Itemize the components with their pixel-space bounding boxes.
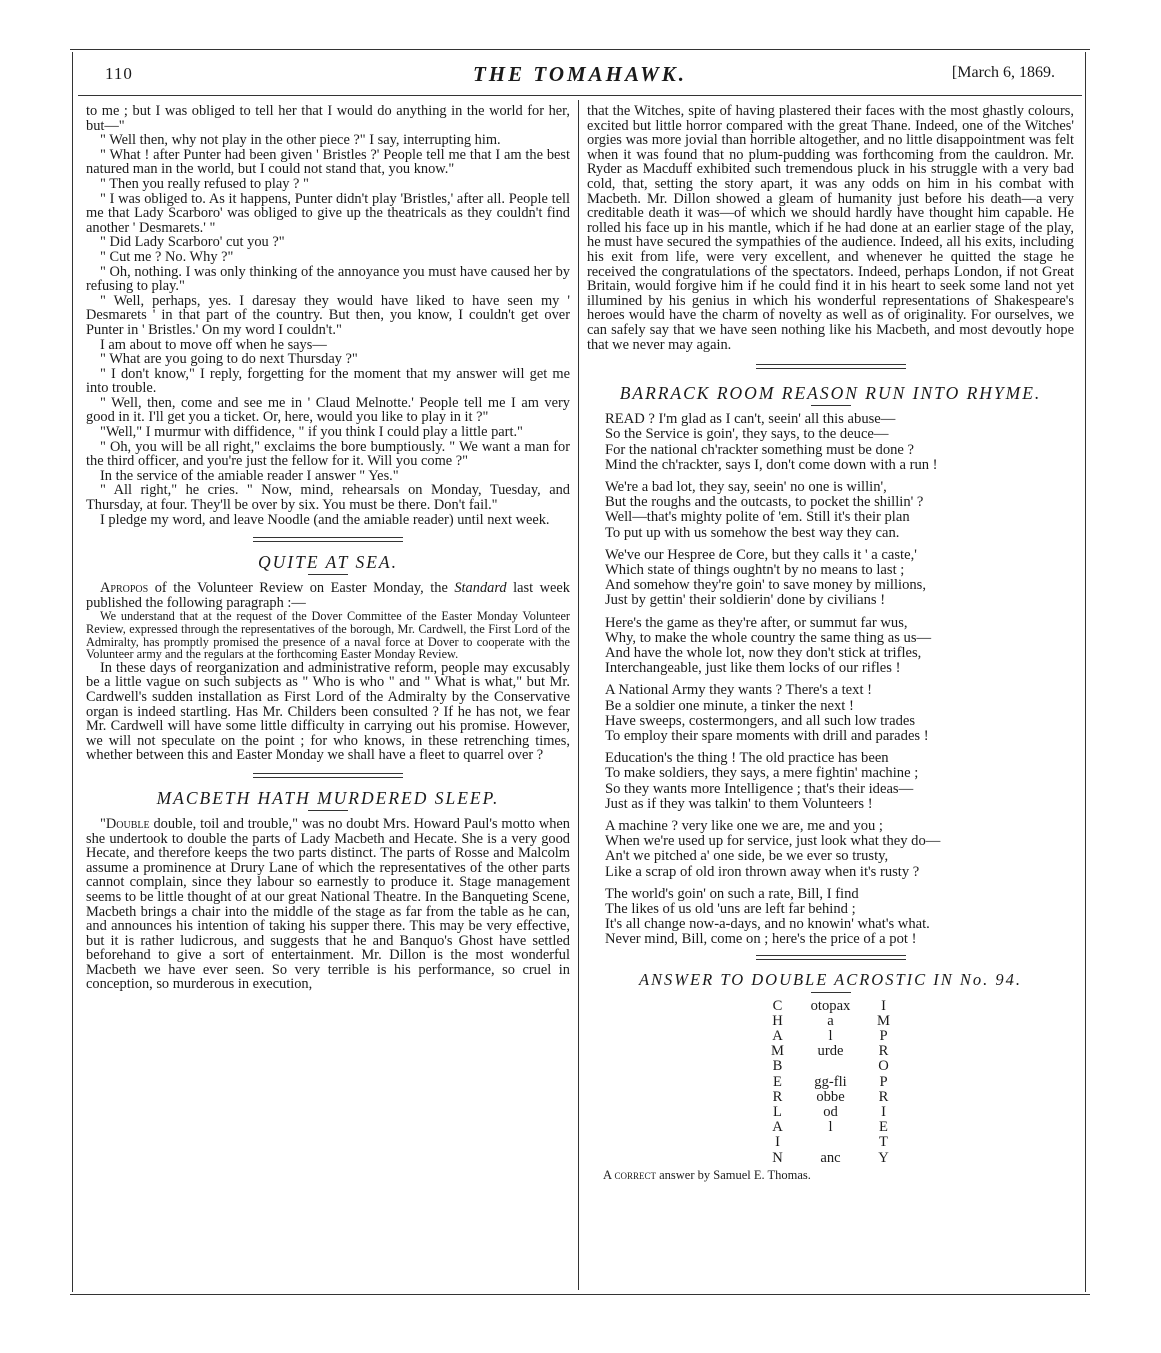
- section-divider: [756, 955, 906, 960]
- noodle-continuation: [86, 104, 570, 527]
- paragraph: " What are you going to do next Thursday ?": [100, 351, 358, 368]
- poem-line: When we're used up for service, just look what they do—: [605, 833, 941, 850]
- acrostic-initial: C: [772, 997, 783, 1014]
- poem-line: Be a soldier one minute, a tinker the next !: [605, 697, 854, 714]
- poem-line: The world's goin' on such a rate, Bill, I find: [605, 885, 859, 902]
- poem-line: A National Army they wants ? There's a text !: [605, 682, 873, 699]
- intro-lead: Apropos: [100, 580, 149, 597]
- paragraph: " I don't know," I reply, forgetting for the moment that my answer will get me into trouble.: [86, 365, 570, 397]
- acrostic-final: P: [879, 1073, 888, 1090]
- left-column: [86, 104, 570, 992]
- acrostic-final: R: [878, 1043, 889, 1060]
- acrostic-final: R: [878, 1088, 889, 1105]
- heading-rule: [308, 574, 348, 575]
- poem-line: Which state of things oughtn't by no means to last ;: [605, 561, 905, 578]
- acrostic-initial: I: [775, 1134, 780, 1151]
- poem-line: So they wants more Intelligence ; that's their ideas—: [605, 780, 914, 797]
- page-number: 110: [105, 64, 133, 83]
- acrostic-middle: obbe: [816, 1088, 845, 1105]
- section-divider: [253, 537, 403, 542]
- poem-line: We've our Hespree de Core, but they calls it ' a caste,': [605, 546, 917, 563]
- top-rule: [70, 49, 1090, 50]
- acrostic-initial: N: [772, 1149, 783, 1166]
- credit-lead: A correct: [603, 1167, 656, 1182]
- paragraph: to me ; but I was obliged to tell her that I would do anything in the world for her, but—": [86, 103, 570, 134]
- acrostic-table: [771, 999, 891, 1166]
- acrostic-middle: od: [823, 1104, 838, 1121]
- poem-line: Just as if they was talkin' to them Volunteers !: [605, 795, 873, 812]
- acrostic-initial: M: [771, 1043, 784, 1060]
- intro-text: last week published the following paragraph :—: [86, 580, 570, 611]
- bottom-rule: [70, 1294, 1090, 1295]
- acrostic-middle: gg-fli: [814, 1073, 847, 1090]
- barrack-heading: BARRACK ROOM REASON RUN INTO RHYME.: [619, 383, 1042, 404]
- acrostic-row: [771, 1014, 891, 1029]
- poem-line: So the Service is goin', they says, to the deuce—: [605, 426, 889, 443]
- poem-line: An't we pitched a' one side, be we ever so trusty,: [605, 848, 889, 865]
- acrostic-final: Y: [878, 1149, 889, 1166]
- acrostic-initial: B: [772, 1058, 783, 1075]
- left-border: [72, 52, 73, 1292]
- paragraph: " Did Lady Scarboro' cut you ?": [100, 234, 285, 251]
- poem-stanza: [605, 480, 1074, 541]
- paragraph: " Cut me ? No. Why ?": [100, 248, 234, 265]
- poem-stanza: [605, 616, 1074, 677]
- acrostic-middle: l: [828, 1028, 833, 1044]
- macbeth-continuation: that the Witches, spite of having plastered their faces with the most ghastly colours, excited but little horror compared with the great Thane. Indeed, one of the Witches' orgies was more jovial than horrible altogether, and no little disappointment was felt when it was found that no plum-pudding was forthcoming from the cauldron. Mr. Ryder as Macduff exhibited such tremendous pluck in his struggle with a very bad cold, that, setting the story apart, it was any odds on him in his combat with Macbeth. Mr. Dillon showed a gleam of humanity just before his death—a very creditable death it was—of which we should hardly have thought him capable. He rolled his face up in his mantle, which if he had done at an earlier stage of the play, he must have secured the sympathies of the audience. Indeed, all his exits, including his exit from life, were very excellent, and whenever he quitted the stage he received the congratulations of the spectators. Indeed, perhaps London, if not Great Britain, would forgive him if he could find it in his heart to seek some land not yet illumined by his genius in which his wonderful representations of Shakespeare's heroes would have the charm of novelty as well as of originality. For ourselves, we can safely say that we have seen nothing like his Macbeth, and most devoutly hope that we never may again.: [587, 103, 1074, 353]
- heading-rule: [811, 992, 851, 993]
- poem-stanza: [605, 751, 1074, 812]
- acrostic-row: [771, 1059, 891, 1074]
- poem-line: But the roughs and the outcasts, to pocket the shillin' ?: [605, 494, 924, 511]
- acrostic-row: [771, 1090, 891, 1105]
- macbeth-lead: "Double: [100, 815, 150, 832]
- quite-at-sea-intro: [86, 581, 570, 610]
- poem-stanza: [605, 548, 1074, 609]
- poem-line: And have the whole lot, now they don't stick at trifles,: [605, 644, 922, 661]
- heading-rule: [308, 810, 348, 811]
- acrostic-middle: anc: [820, 1149, 841, 1166]
- acrostic-middle: a: [827, 1012, 834, 1029]
- macbeth-heading: MACBETH HATH MURDERED SLEEP.: [156, 787, 500, 808]
- paragraph: In the service of the amiable reader I answer " Yes.": [100, 467, 399, 484]
- poem-stanza: [605, 683, 1074, 744]
- acrostic-row: [771, 1075, 891, 1090]
- page-header: [105, 62, 1055, 88]
- acrostic-final: P: [879, 1028, 888, 1044]
- poem-line: Interchangeable, just like them locks of our rifles !: [605, 660, 901, 677]
- poem-line: It's all change now-a-days, and no knowin' what's what.: [605, 916, 930, 933]
- header-rule: [78, 95, 1082, 96]
- paragraph: " Oh, you will be all right," exclaims the bore bumptiously. " We want a man for the third officer, and you're just the fellow for it. Will you come ?": [86, 438, 570, 470]
- poem-line: And somehow they're goin' to save money by millions,: [605, 577, 927, 594]
- acrostic-initial: L: [773, 1104, 782, 1121]
- intro-italic: Standard: [454, 580, 507, 597]
- poem-line: Have sweeps, costermongers, and all such low trades: [605, 712, 916, 729]
- right-column: [587, 104, 1074, 1182]
- column-divider: [578, 100, 579, 1290]
- paragraph: " Oh, nothing. I was only thinking of the annoyance you must have caused her by refusing to play.": [86, 263, 570, 295]
- poem-stanza: [605, 887, 1074, 948]
- poem-line: We're a bad lot, they say, seein' no one is willin',: [605, 478, 887, 495]
- poem-line: To employ their spare moments with drill and parades !: [605, 727, 929, 744]
- acrostic-final: T: [879, 1134, 888, 1151]
- acrostic-final: I: [881, 997, 886, 1014]
- paragraph: I pledge my word, and leave Noodle (and the amiable reader) until next week.: [100, 511, 550, 528]
- poem-line: To make soldiers, they says, a mere fightin' machine ;: [605, 765, 919, 782]
- acrostic-row: [771, 1029, 891, 1044]
- poem-line: Just by gettin' their soldierin' done by civilians !: [605, 592, 886, 609]
- acrostic-heading: ANSWER TO DOUBLE ACROSTIC IN No. 94.: [638, 969, 1023, 989]
- acrostic-middle: l: [828, 1119, 833, 1136]
- macbeth-body: [86, 817, 570, 992]
- acrostic-middle: [785, 1059, 877, 1074]
- publication-title: THE TOMAHAWK.: [472, 62, 688, 86]
- acrostic-middle: [785, 1135, 877, 1150]
- poem-line: Education's the thing ! The old practice has been: [605, 750, 889, 767]
- acrostic-row: [771, 1151, 891, 1166]
- issue-date: [March 6, 1869.: [951, 64, 1055, 81]
- section-divider: [253, 773, 403, 778]
- poem-line: Like a scrap of old iron thrown away when it's rusty ?: [605, 863, 920, 880]
- poem-line: Why, to make the whole country the same thing as us—: [605, 629, 932, 646]
- acrostic-row: [771, 1044, 891, 1059]
- section-divider: [756, 364, 906, 369]
- poem-stanza: [605, 412, 1074, 473]
- poem-line: For the national ch'rackter something must be done ?: [605, 441, 915, 458]
- acrostic-row: [771, 1120, 891, 1135]
- paragraph: " Well then, why not play in the other piece ?" I say, interrupting him.: [100, 132, 501, 149]
- credit-text: answer by Samuel E. Thomas.: [655, 1167, 811, 1182]
- quite-at-sea-heading: QUITE AT SEA.: [258, 552, 398, 573]
- poem: [587, 412, 1074, 948]
- paragraph: " All right," he cries. " Now, mind, rehearsals on Monday, Tuesday, and Thursday, at four. They'll be over by six. You must be there. Don't fail.": [86, 482, 570, 514]
- acrostic-final: E: [879, 1119, 888, 1136]
- acrostic-initial: R: [772, 1088, 783, 1105]
- paragraph: " Well, perhaps, yes. I daresay they would have liked to have seen my ' Desmarets ' in that part of the country. But then, you know, I couldn't get over Punter in ' Bristles.' On my word I couldn't.": [86, 292, 570, 338]
- poem-line: READ ? I'm glad as I can't, seein' all this abuse—: [605, 411, 896, 428]
- acrostic-credit: [587, 1168, 1074, 1183]
- paragraph: " What ! after Punter had been given ' Bristles ?' People tell me that I am the best natured man in the world, but I could not stand that, you know.": [86, 146, 570, 178]
- acrostic-final: M: [877, 1012, 890, 1029]
- acrostic-initial: A: [772, 1119, 783, 1136]
- poem-stanza: [605, 819, 1074, 880]
- heading-rule: [811, 405, 851, 406]
- acrostic-middle: otopax: [810, 997, 851, 1014]
- poem-line: Mind the ch'rackter, says I, don't come down with a run !: [605, 456, 938, 473]
- acrostic-row: [771, 999, 891, 1014]
- poem-line: To put up with us somehow the best way they can.: [605, 524, 900, 541]
- macbeth-text: double, toil and trouble," was no doubt Mrs. Howard Paul's motto when she undertook to double the parts of Lady Macbeth and Hecate. She is a very good Hecate, and therefore keeps the two parts distinct. The parts of Rosse and Malcolm assume a prominence at Drury Lane of which the representatives of the other parts cannot complain, since they labour so earnestly to produce it. Stage management seems to be little thought of at our great National Theatre. In the Banqueting Scene, Macbeth brings a chair into the middle of the stage as far from the table as he can, and announces his intention of taking his supper there. This may be very effective, but it is rather ludicrous, and suggests that he and Banquo's Ghost have settled beforehand to give a sort of entertainment. Mr. Dillon is the most wonderful Macbeth we have ever seen. So very terrible is his performance, so cruel in conception, so murderous in execution,: [86, 815, 570, 993]
- paragraph: " Well, then, come and see me in ' Claud Melnotte.' People tell me I am very good in it. I'll get you a ticket. Or, here, would you like to play in it ?": [86, 394, 570, 426]
- paragraph: " I was obliged to. As it happens, Punter didn't play 'Bristles,' after all. People tell me that Lady Scarboro' was obliged to give up the theatricals as they couldn't find another ' Desmarets.' ": [86, 190, 570, 236]
- right-border: [1085, 52, 1086, 1292]
- quite-at-sea-body: In these days of reorganization and administrative reform, people may excusably be a little vague on such subjects as " Who is who " and " What is what," but Mr. Cardwell's sudden installation as First Lord of the Admiralty by the Conservative organ is indeed startling. Has Mr. Childers been consulted ? If he has not, we fear Mr. Cardwell will have some little difficulty in carrying out his promise. However, we will not speculate on the point ; for who knows, in these retrenching times, whether between this and Easter Monday we shall have a fleet to quarrel over ?: [86, 659, 570, 764]
- acrostic-final: I: [881, 1104, 886, 1121]
- acrostic-initial: H: [772, 1012, 783, 1029]
- acrostic-middle: urde: [817, 1043, 844, 1060]
- poem-line: Well—that's mighty polite of 'em. Still it's their plan: [605, 509, 910, 526]
- poem-line: The likes of us old 'uns are left far behind ;: [605, 900, 856, 917]
- paragraph: "Well," I murmur with diffidence, " if you think I could play a little part.": [100, 424, 523, 441]
- acrostic-final: O: [878, 1058, 889, 1075]
- poem-line: A machine ? very like one we are, me and you ;: [605, 817, 883, 834]
- acrostic-initial: A: [772, 1028, 783, 1044]
- paragraph: I am about to move off when he says—: [100, 336, 327, 353]
- poem-line: Never mind, Bill, come on ; here's the price of a pot !: [605, 931, 917, 948]
- intro-text: of the Volunteer Review on Easter Monday, the: [148, 580, 455, 597]
- quoted-paragraph: We understand that at the request of the Dover Committee of the Easter Monday Volunteer Review, expressed through the representatives of the borough, Mr. Cardwell, the First Lord of the Admiralty, has promptly promised the presence of a naval force at Dover to cooperate with the Volunteer army and the regulars at the forthcoming Easter Monday Review.: [86, 609, 570, 662]
- paragraph: " Then you really refused to play ? ": [100, 175, 309, 192]
- acrostic-row: [771, 1105, 891, 1120]
- poem-line: Here's the game as they're after, or summut far wus,: [605, 614, 908, 631]
- acrostic-initial: E: [773, 1073, 782, 1090]
- acrostic-row: [771, 1135, 891, 1150]
